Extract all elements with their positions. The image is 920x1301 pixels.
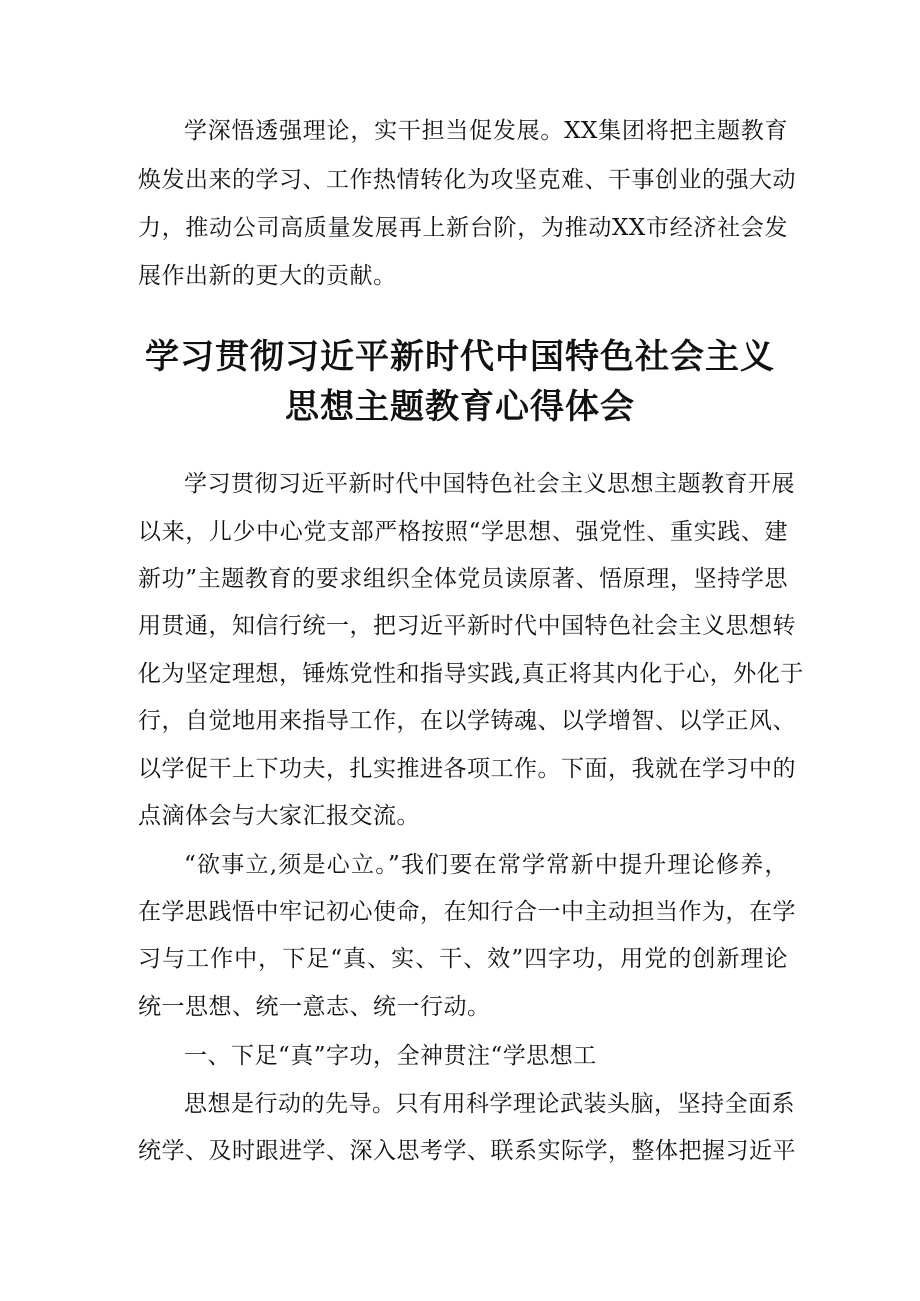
paragraph-3-line-2: 统学、及时跟进学、深入思考学、联系实际学，整体把握习近平 [138,1138,796,1164]
intro-line-2: 焕发出来的学习、工作热情转化为攻坚克难、干事创业的强大动 [138,167,796,193]
paragraph-1-line-8: 点滴体会与大家汇报交流。 [138,803,420,829]
paragraph-1-line-7: 以学促干上下功夫，扎实推进各项工作。下面，我就在学习中的 [138,756,796,782]
paragraph-1-line-5: 化为坚定理想，锤炼党性和指导实践,真正将其内化于心，外化于 [138,661,804,687]
paragraph-2-line-3: 习与工作中，下足“真、实、干、效”四字功，用党的创新理论 [138,946,788,972]
intro-line-4: 展作出新的更大的贡献。 [138,263,397,289]
paragraph-1-line-3: 新功”主题教育的要求组织全体党员读原著、悟原理，坚持学思 [138,566,788,592]
document-title-line-1: 学习贯彻习近平新时代中国特色社会主义 [145,337,775,377]
section-heading: 一、下足“真”字功，全神贯注“学思想工 [184,1043,597,1069]
document-title-line-2: 思想主题教育心得体会 [285,387,635,427]
paragraph-2-line-2: 在学思践悟中牢记初心使命，在知行合一中主动担当作为，在学 [138,899,796,925]
intro-line-3: 力，推动公司高质量发展再上新台阶，为推动XX市经济社会发 [138,215,788,241]
paragraph-1-line-2: 以来，儿少中心党支部严格按照“学思想、强党性、重实践、建 [138,519,788,545]
paragraph-2-line-1: “欲事立,须是心立。”我们要在常学常新中提升理论修养， [184,852,788,878]
paragraph-2-line-4: 统一思想、统一意志、统一行动。 [138,994,491,1020]
paragraph-1-line-4: 用贯通，知信行统一，把习近平新时代中国特色社会主义思想转 [138,613,796,639]
paragraph-3-line-1: 思想是行动的先导。只有用科学理论武装头脑，坚持全面系 [184,1091,795,1117]
intro-line-1: 学深悟透强理论，实干担当促发展。XX集团将把主题教育 [184,118,788,144]
paragraph-1-line-6: 行，自觉地用来指导工作，在以学铸魂、以学增智、以学正风、 [138,708,796,734]
paragraph-1-line-1: 学习贯彻习近平新时代中国特色社会主义思想主题教育开展 [184,471,795,497]
